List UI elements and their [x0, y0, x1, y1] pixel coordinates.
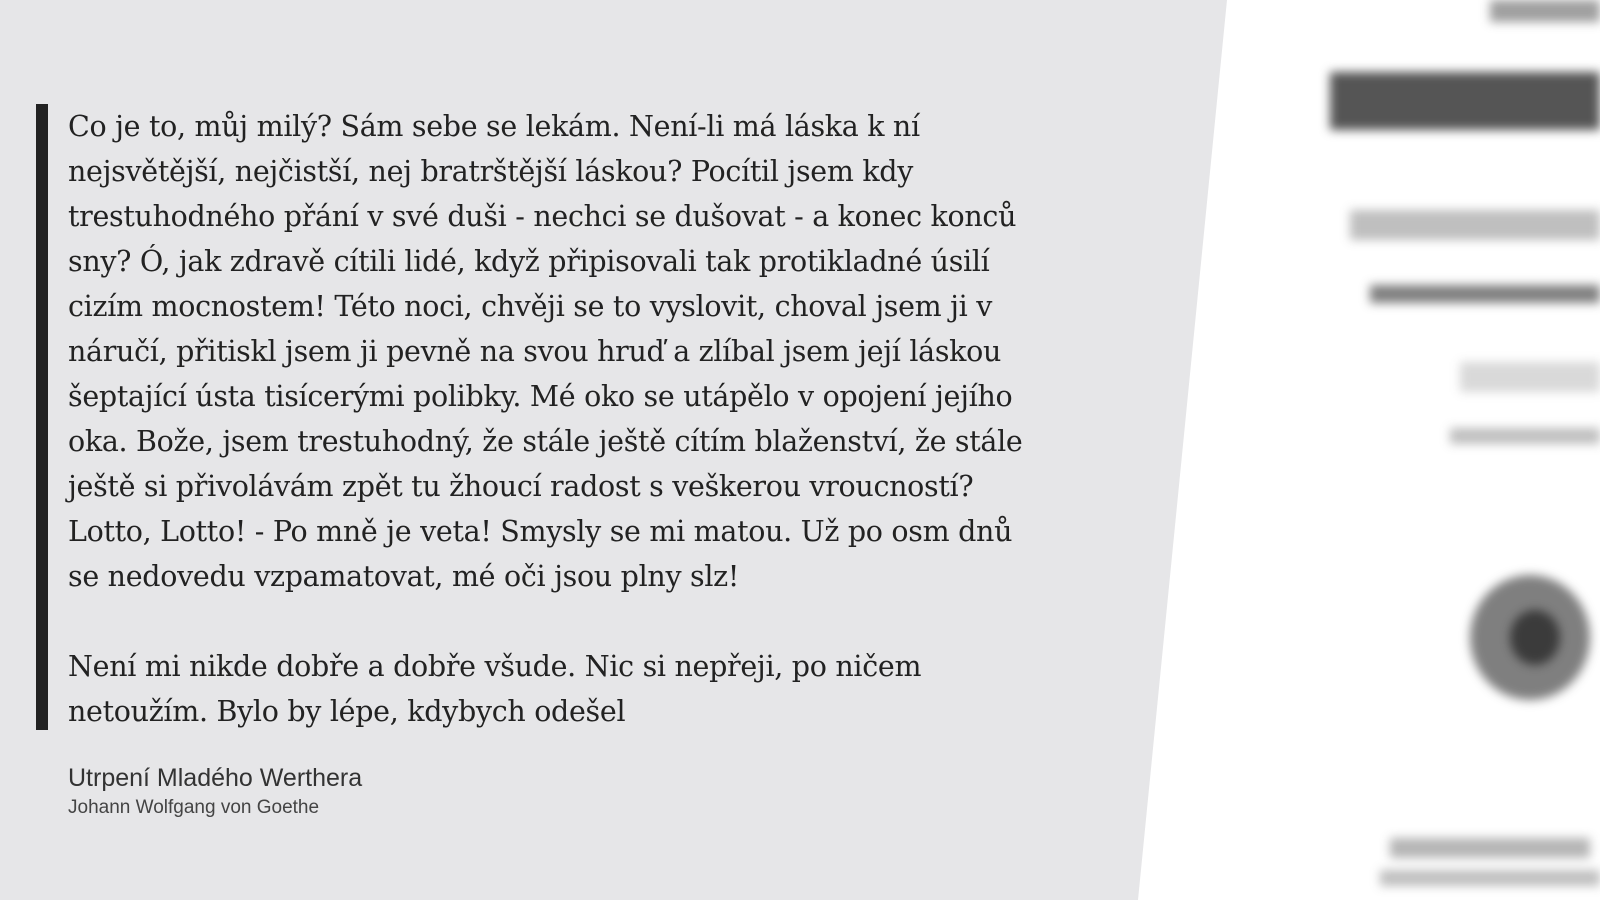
quote-paragraph-2: Není mi nikde dobře a dobře všude. Nic si nepřeji, po ničem netoužím. Bylo by lépe, kdybych odešel	[68, 650, 922, 728]
quote-block	[36, 104, 1046, 730]
quote-source	[68, 762, 362, 822]
book-title: Utrpení Mladého Werthera	[68, 764, 363, 792]
book-author: Johann Wolfgang von Goethe	[68, 797, 320, 818]
quote-paragraph-1: Co je to, můj milý? Sám sebe se lekám. Není-li má láska k ní nejsvětější, nejčistší, nej bratrštější láskou? Pocítil jsem kdy trestuhodného přání v své duši - nechci se dušovat - a konec konců sny? Ó, jak zdravě cítili lidé, když připisovali tak protikladné úsilí cizím mocnostem! Této noci, chvěji se to vyslovit, choval jsem ji v náručí, přitiskl jsem ji pevně na svou hruď a zlíbal jsem její láskou šeptající ústa tisícerými polibky. Mé oko se utápělo v opojení jejího oka. Bože, jsem trestuhodný, že stále ještě cítím blaženství, že stále ještě si přivolávám zpět tu žhoucí radost s veškerou vroucností? Lotto, Lotto! - Po mně je veta! Smysly se mi matou. Už po osm dnů se nedovedu vzpamatovat, mé oči jsou plny slz!	[68, 110, 1023, 593]
